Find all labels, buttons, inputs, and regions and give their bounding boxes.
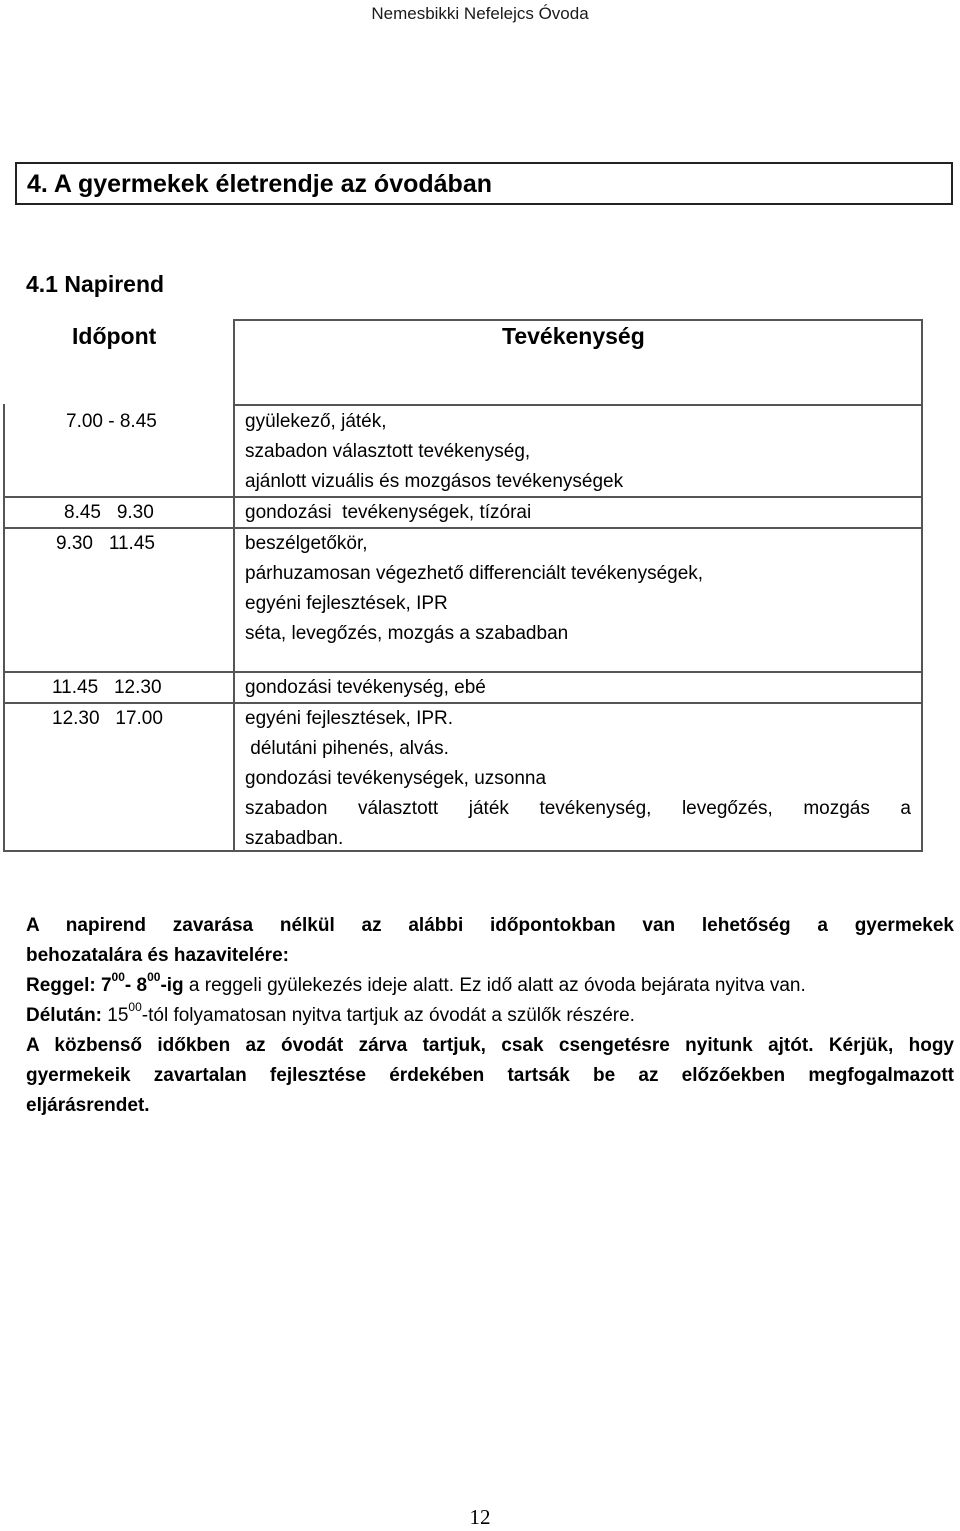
table-header-time: Időpont (72, 323, 157, 349)
afternoon-num: 15 (102, 1005, 129, 1026)
table-cell-activity (245, 529, 703, 649)
afternoon-label: Délután: (26, 1005, 102, 1026)
activity-line: gyülekező, játék, (245, 411, 387, 432)
table-cell-activity: gondozási tevékenység, ebé (245, 677, 486, 698)
activity-line: ajánlott vizuális és mozgásos tevékenységek (245, 471, 624, 492)
table-cell-activity (245, 704, 911, 854)
table-cell-time: 9.30 11.45 (56, 533, 155, 554)
activity-line: egyéni fejlesztések, IPR (245, 593, 448, 614)
activity-line: délutáni pihenés, alvás. (245, 738, 449, 759)
page-number: 12 (469, 1505, 491, 1529)
activity-line: szabadban. (245, 828, 344, 849)
notes-closing: A közbenső időkben az óvodát zárva tartjuk, csak csengetésre nyitunk ajtót. Kérjük, hogy (26, 1035, 954, 1056)
table-cell-activity (245, 407, 623, 497)
notes-closing: gyermekeik zavartalan fejlesztése érdekében tartsák be az előzőekben megfogalmazott (26, 1065, 954, 1086)
morning-text: a reggeli gyülekezés ideje alatt. Ez idő alatt az óvoda bejárata nyitva van. (183, 975, 806, 996)
page-header: Nemesbikki Nefelejcs Óvoda (371, 4, 589, 23)
table-column-divider (233, 319, 235, 852)
table-cell-activity: gondozási tevékenységek, tízórai (245, 502, 532, 523)
activity-line: szabadon választott tevékenység, (245, 441, 531, 462)
notes-closing: eljárásrendet. (26, 1095, 150, 1116)
table-border-right (921, 319, 923, 852)
table-cell-time: 12.30 17.00 (52, 708, 163, 729)
activity-line: egyéni fejlesztések, IPR. (245, 708, 454, 729)
morning-sup: 00 (111, 969, 125, 984)
morning-sup: 00 (147, 969, 161, 984)
notes-intro: A napirend zavarása nélkül az alábbi időpontokban van lehetőség a gyermekek (26, 915, 954, 936)
afternoon-sup: 00 (128, 999, 142, 1014)
notes-intro-cont: behozatalára és hazavitelére: (26, 945, 289, 966)
morning-ig: -ig (160, 975, 184, 996)
activity-line: gondozási tevékenységek, uzsonna (245, 768, 547, 789)
morning-dash: - 8 (124, 975, 148, 996)
table-border-top (233, 319, 923, 321)
table-rule (233, 404, 923, 406)
table-cell-time: 7.00 - 8.45 (66, 411, 157, 432)
activity-line: beszélgetőkör, (245, 533, 368, 554)
activity-line: szabadon választott játék tevékenység, levegőzés, mozgás a (245, 798, 911, 819)
notes-afternoon (26, 1001, 954, 1031)
table-cell-time: 11.45 12.30 (52, 677, 162, 698)
table-cell-time: 8.45 9.30 (64, 502, 154, 523)
chapter-title-box (15, 162, 953, 205)
activity-line: séta, levegőzés, mozgás a szabadban (245, 623, 569, 644)
activity-line: párhuzamosan végezhető differenciált tevékenységek, (245, 563, 704, 584)
table-border-left (3, 404, 5, 852)
afternoon-text: -tól folyamatosan nyitva tartjuk az óvodát a szülők részére. (141, 1005, 635, 1026)
morning-label: Reggel: 7 (26, 975, 112, 996)
chapter-title: 4. A gyermekek életrendje az óvodában (27, 170, 493, 198)
section-title: 4.1 Napirend (26, 271, 165, 297)
table-header-activity: Tevékenység (502, 323, 645, 349)
notes-morning (26, 971, 954, 1001)
